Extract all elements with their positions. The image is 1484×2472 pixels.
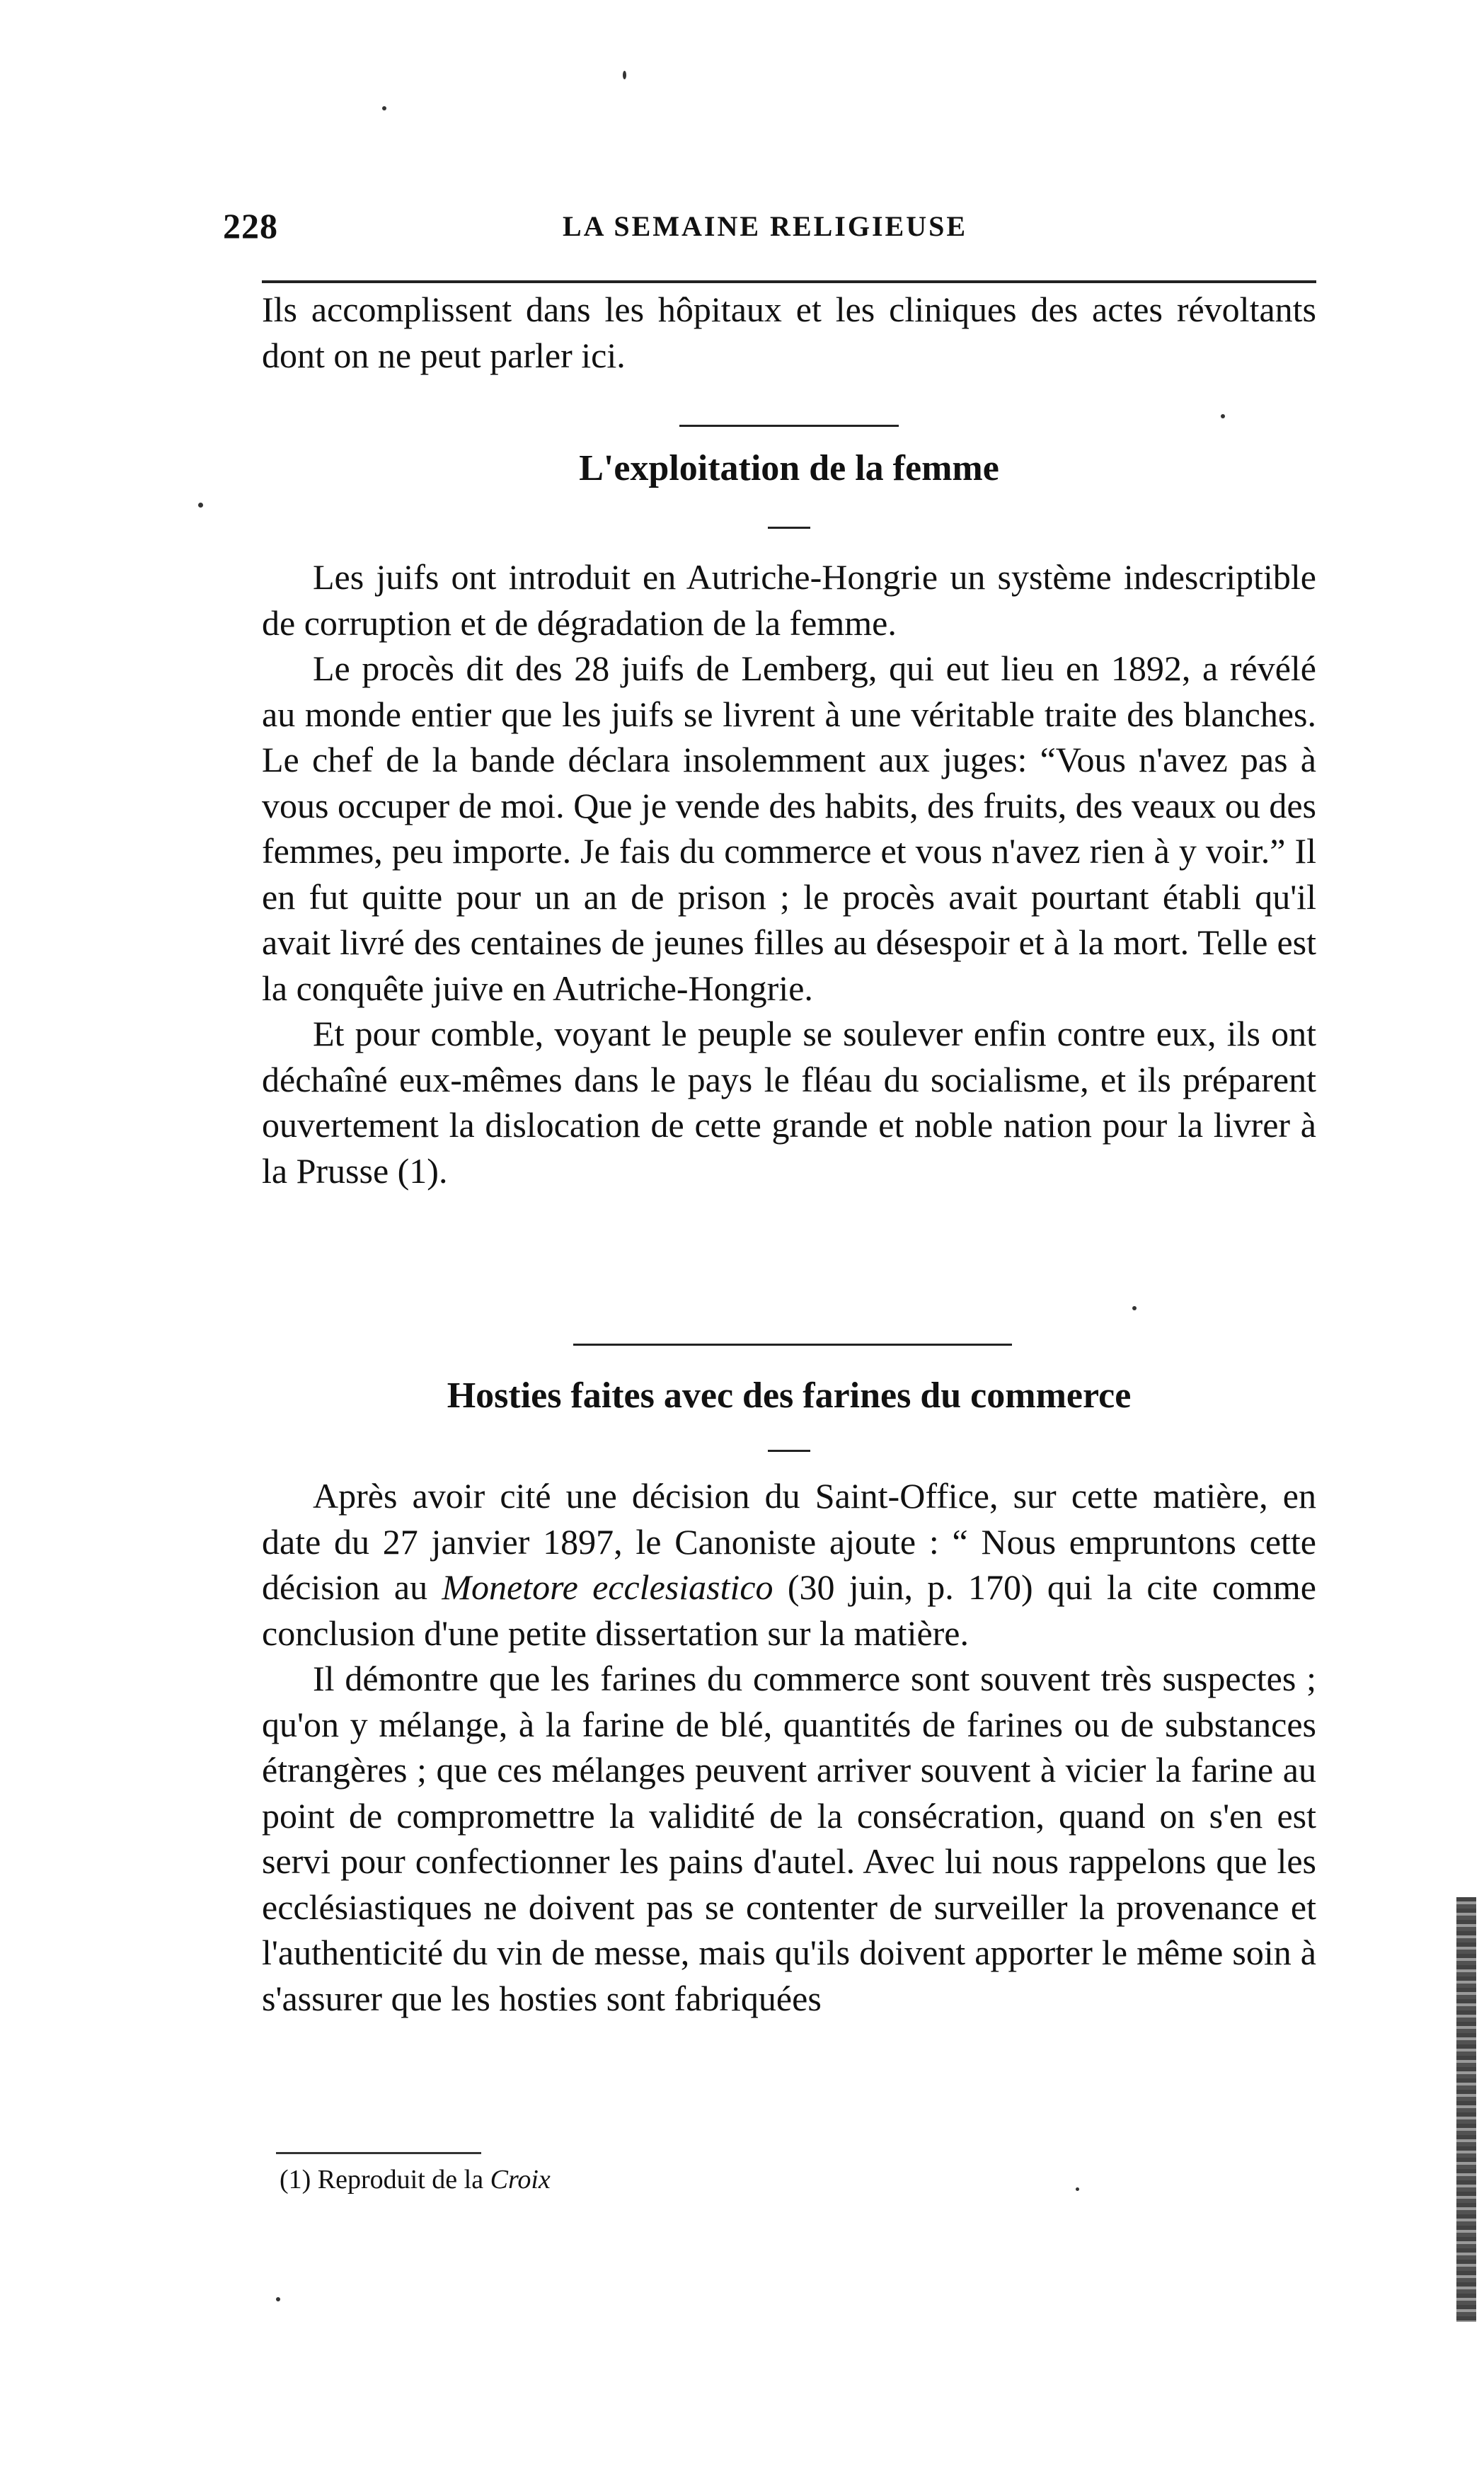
- title-dash: [768, 527, 810, 529]
- scan-speck: [276, 2297, 280, 2301]
- scan-edge-strip: [1456, 1897, 1476, 2322]
- intro-block: [262, 287, 1316, 378]
- footnote-text: (1) Reproduit de la: [280, 2165, 490, 2195]
- footnote-source: Croix: [490, 2165, 551, 2195]
- section-title: Hosties faites avec des farines du commerce: [447, 1375, 1132, 1416]
- scan-speck: [1076, 2187, 1079, 2191]
- intro-paragraph: Ils accomplissent dans les hôpitaux et les cliniques des actes révoltants dont on ne peut parler ici.: [262, 290, 1316, 375]
- footnote: [280, 2163, 551, 2197]
- separator-rule: [573, 1344, 1012, 1346]
- header-rule: [262, 280, 1316, 283]
- scan-speck: [198, 503, 203, 508]
- paragraph: Il démontre que les farines du commerce sont souvent très suspectes ; qu'on y mélange, à la farine de blé, quantités de farines ou de substances étrangères ; que ces mélanges peuvent arriver souvent à vicier la farine au point de compromettre la validité de la consécration, quand on s'en est servi pour confectionner les pains d'autel. Avec lui nous rappelons que les ecclésiastiques ne doivent pas se contenter de surveiller la provenance et l'authenticité du vin de messe, mais qu'ils doivent apporter le même soin à s'assurer que les hosties sont fabriquées: [262, 1659, 1316, 2018]
- separator-rule: [679, 425, 899, 427]
- paragraph-text: (30 juin, p. 170) qui la cite comme conclusion d'une petite dissertation sur la matière.: [262, 1567, 1316, 1653]
- paragraph: Et pour comble, voyant le peuple se soulever enfin contre eux, ils ont déchaîné eux-mêmes dans le pays le fléau du socialisme, et ils préparent ouvertement la dislocation de cette grande et noble nation pour la livrer à la Prusse (1).: [262, 1014, 1316, 1191]
- paragraph: Les juifs ont introduit en Autriche-Hongrie un système indescriptible de corruption et de dégradation de la femme.: [262, 557, 1316, 643]
- scan-speck: [1132, 1306, 1137, 1310]
- scan-speck: [1221, 414, 1225, 418]
- page-number: 228: [223, 206, 278, 246]
- paragraph: Le procès dit des 28 juifs de Lemberg, qui eut lieu en 1892, a révélé au monde entier que les juifs se livrent à une véritable traite des blanches. Le chef de la bande déclara insolemment aux juges: “Vous n'avez pas à vous occuper de moi. Que je vende des habits, des fruits, des veaux ou des femmes, peu importe. Je fais du commerce et vous n'avez rien à y voir.” Il en fut quitte pour un an de prison ; le procès avait pourtant établi qu'il avait livré des centaines de jeunes filles au désespoir et à la mort. Telle est la conquête juive en Autriche-Hongrie.: [262, 648, 1316, 1008]
- section-hosties: [262, 1373, 1316, 2021]
- page-header: [223, 205, 1316, 255]
- journal-title: Monetore ecclesiastico: [442, 1567, 773, 1607]
- scan-speck: [382, 106, 386, 110]
- section-title: L'exploitation de la femme: [579, 448, 999, 488]
- paragraph-text: Après avoir cité une décision du Saint-Office, sur cette matière, en date du 27 janvier 1897, le Canoniste ajoute : “ Nous empruntons cette décision au: [262, 1476, 1316, 1607]
- section-exploitation: [262, 446, 1316, 1194]
- running-head: LA SEMAINE RELIGIEUSE: [563, 210, 968, 242]
- title-dash: [768, 1450, 810, 1452]
- paragraph: [262, 1473, 1316, 1656]
- scan-speck: [623, 71, 626, 79]
- footnote-rule: [276, 2152, 481, 2154]
